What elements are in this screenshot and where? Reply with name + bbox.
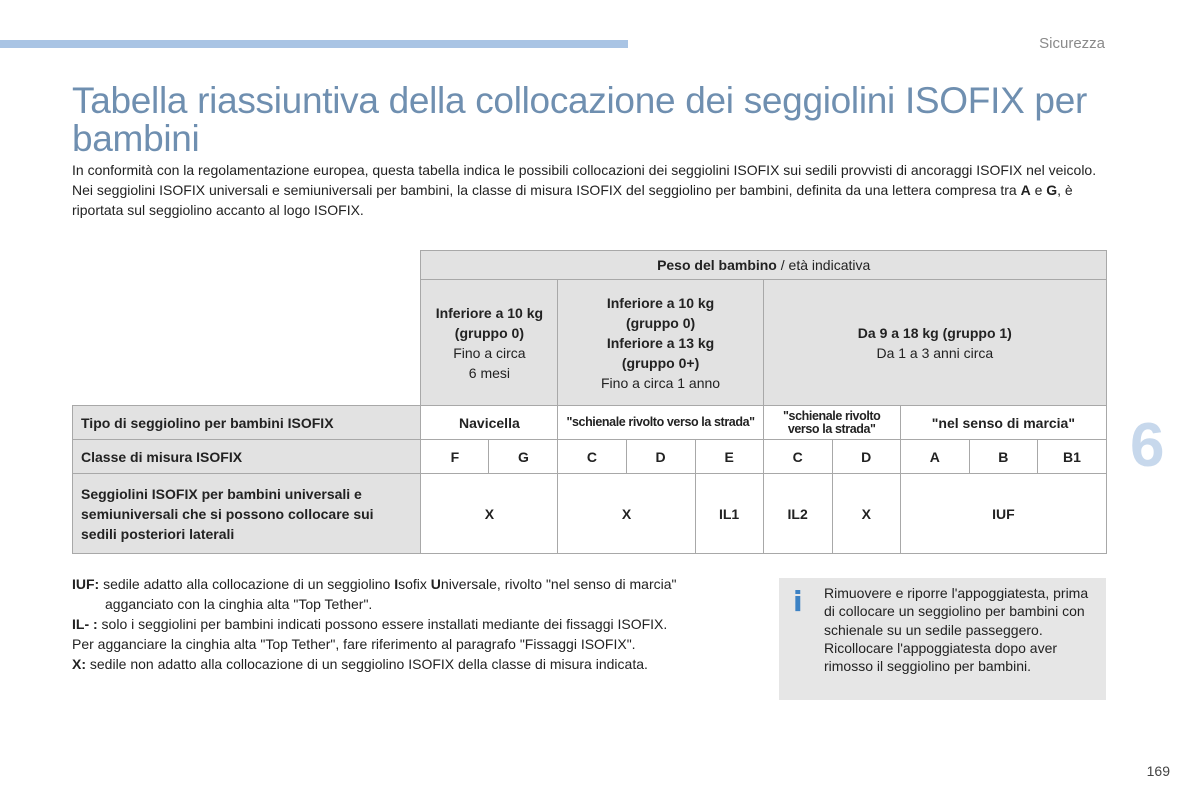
note-key: X: <box>72 656 86 672</box>
note-iuf <box>72 574 762 594</box>
class-cell: B <box>969 440 1037 474</box>
intro-text-part: , è riportata sul seggiolino accanto al logo ISOFIX. <box>72 182 1073 218</box>
group-0-age: Fino a circa <box>453 344 526 361</box>
note-emphasis: I <box>394 576 399 592</box>
intro-text-part: e <box>1030 182 1047 198</box>
intro-text <box>72 160 1112 220</box>
class-letter-g: G <box>1046 182 1058 198</box>
note-emphasis: U <box>430 576 441 592</box>
intro-paragraph-1: In conformità con la regolamentazione europea, questa tabella indica le possibili collocazioni dei seggiolini ISOFIX sui sedili provvisti di ancoraggi ISOFIX nel veicolo. <box>72 162 1097 178</box>
note-il <box>72 614 762 634</box>
note-key: IUF: <box>72 576 100 592</box>
class-cell: D <box>626 440 695 474</box>
note-il-continued: Per agganciare la cinghia alta "Top Tether", fare riferimento al paragrafo "Fissaggi ISOFIX". <box>72 636 636 652</box>
legend-notes <box>72 574 762 674</box>
group-1-weight: Da 9 a 18 kg (gruppo 1) <box>857 324 1012 341</box>
chapter-number: 6 <box>1130 411 1165 480</box>
note-text: sedile adatto alla collocazione di un seggiolino <box>99 576 395 592</box>
class-cell: E <box>695 440 763 474</box>
row-label-class: Classe di misura ISOFIX <box>73 440 421 474</box>
group-0plus-weight: Inferiore a 10 kg <box>606 294 715 311</box>
section-label: Sicurezza <box>1039 35 1105 52</box>
note-x <box>72 654 762 674</box>
group-0plus-weight-2: Inferiore a 13 kg <box>606 334 715 351</box>
weight-header <box>421 251 1107 280</box>
row-label-seats: Seggiolini ISOFIX per bambini universali e semiuniversali che si possono collocare sui sedili posteriori laterali <box>73 474 421 554</box>
weight-header-bold: Peso del bambino <box>657 257 777 273</box>
cell-forward-facing: "nel senso di marcia" <box>900 406 1106 440</box>
note-text: sofix <box>398 576 431 592</box>
group-0plus-header <box>558 280 763 406</box>
cell-rear-facing-1 <box>763 406 900 440</box>
seat-cell: X <box>832 474 900 554</box>
seat-cell: IL2 <box>763 474 832 554</box>
group-0plus-name-2: (gruppo 0+) <box>621 354 700 371</box>
cell-navicella: Navicella <box>421 406 558 440</box>
class-cell: C <box>558 440 626 474</box>
intro-text-part: Nei seggiolini ISOFIX universali e semiuniversali per bambini, la classe di misura ISOFIX del seggiolino per bambini, definita da una lettera compresa tra <box>72 182 1021 198</box>
class-cell: F <box>421 440 489 474</box>
group-1-header <box>763 280 1106 406</box>
info-box <box>779 578 1106 700</box>
group-0-weight: Inferiore a 10 kg <box>435 304 544 321</box>
page-title: Tabella riassiuntiva della collocazione dei seggiolini ISOFIX per bambini <box>72 80 1088 159</box>
page-number: 169 <box>1146 763 1170 779</box>
class-cell: D <box>832 440 900 474</box>
rear-facing-line-1: "schienale rivolto <box>783 408 881 423</box>
note-key: IL- : <box>72 616 98 632</box>
empty-corner <box>73 251 421 280</box>
info-icon: i <box>793 585 803 618</box>
group-0-name: (gruppo 0) <box>454 324 524 341</box>
class-cell: C <box>763 440 832 474</box>
intro-paragraph-2 <box>72 180 1112 220</box>
seat-cell: X <box>558 474 695 554</box>
class-cell: B1 <box>1037 440 1106 474</box>
note-text: sedile non adatto alla collocazione di un seggiolino ISOFIX della classe di misura indicata. <box>86 656 648 672</box>
group-0plus-name: (gruppo 0) <box>625 314 696 331</box>
row-label-type: Tipo di seggiolino per bambini ISOFIX <box>73 406 421 440</box>
seat-cell: X <box>421 474 558 554</box>
group-0plus-age: Fino a circa 1 anno <box>601 374 721 391</box>
note-text: niversale, rivolto "nel senso di marcia" <box>440 576 677 592</box>
rear-facing-line-2: verso la strada" <box>787 421 876 436</box>
empty-corner <box>73 280 421 406</box>
note-iuf-continued: agganciato con la cinghia alta "Top Tether". <box>105 596 373 612</box>
header-accent-bar <box>0 40 628 48</box>
group-0-age-2: 6 mesi <box>468 364 510 381</box>
class-cell: A <box>900 440 969 474</box>
seat-cell: IL1 <box>695 474 763 554</box>
weight-header-rest: / età indicativa <box>776 257 871 273</box>
class-letter-a: A <box>1020 182 1031 198</box>
class-cell: G <box>489 440 558 474</box>
group-1-age: Da 1 a 3 anni circa <box>876 344 994 361</box>
seat-cell: IUF <box>900 474 1106 554</box>
isofix-table <box>72 250 1107 554</box>
note-text: solo i seggiolini per bambini indicati possono essere installati mediante dei fissaggi ISOFIX. <box>97 616 668 632</box>
cell-rear-facing-0plus: "schienale rivolto verso la strada" <box>558 406 763 440</box>
group-0-header <box>421 280 558 406</box>
info-text: Rimuovere e riporre l'appoggiatesta, prima di collocare un seggiolino per bambini con schienale su un sedile passeggero. Ricollocare l'appoggiatesta dopo aver rimosso il seggiolino per bambini. <box>824 585 1089 675</box>
